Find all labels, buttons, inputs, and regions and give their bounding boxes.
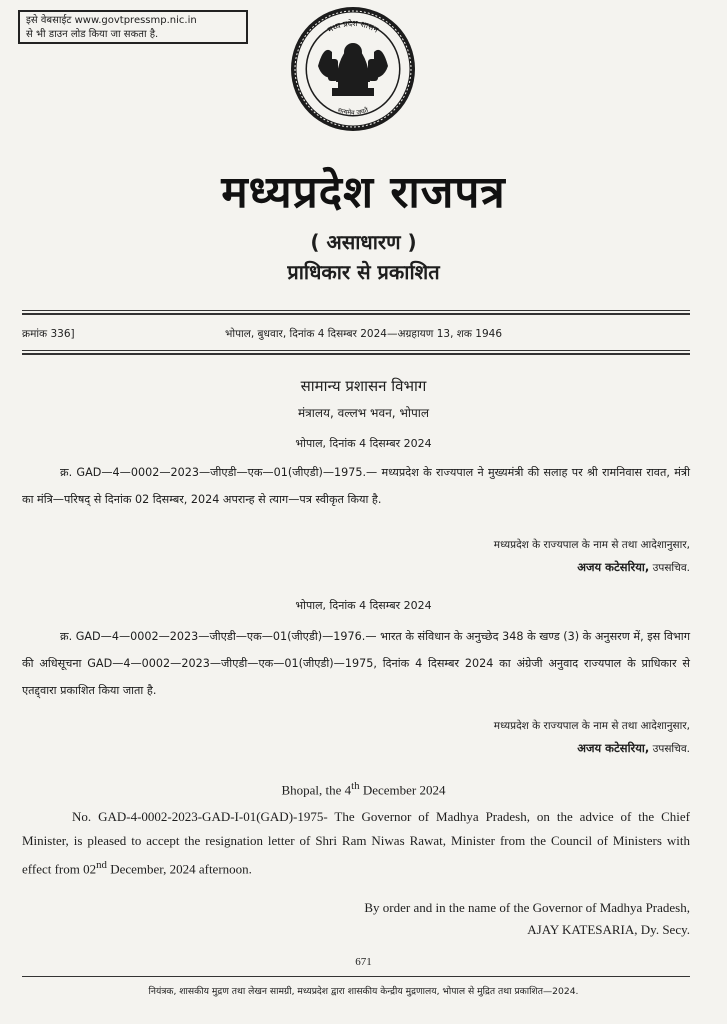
english-paragraph (22, 805, 690, 881)
published-by-authority: प्राधिकार से प्रकाशित (287, 260, 440, 284)
printer-footer: नियंत्रक, शासकीय मुद्रण तथा लेखन सामग्री, मध्यप्रदेश द्वारा शासकीय केन्द्रीय मुद्रणालय, भोपाल से मुद्रित तथा प्रकाशित—2024. (148, 986, 579, 997)
state-emblem-seal (288, 4, 418, 134)
notice2-order-line: मध्यप्रदेश के राज्यपाल के नाम से तथा आदेशानुसार, (493, 720, 690, 732)
notice2-text: क्र. GAD—4—0002—2023—जीएडी—एक—01(जीएडी)—1976.— भारत के संविधान के अनुच्छेद 348 के खण्ड (3) के अनुसरण में, इस विभाग की अधिसूचना GAD—4—0002—2023—जीएडी—एक—01(जीएडी)—1975, दिनांक 4 दिसम्बर 2024 का अंग्रेजी अनुवाद राज्यपाल के प्राधिकार से एतद्द्वारा प्रकाशित किया जाता है. (22, 630, 690, 697)
header-rule-bottom (22, 350, 690, 351)
notice1-signature-block (494, 534, 690, 579)
notice2-signature-block (494, 715, 690, 760)
footer-rule (22, 976, 690, 977)
english-signature-block (364, 897, 690, 941)
website-notice-line1: इसे वेबसाईट www.govtpressmp.nic.in (26, 15, 197, 26)
english-text-sup: nd (96, 859, 107, 871)
notice2-date: भोपाल, दिनांक 4 दिसम्बर 2024 (295, 599, 432, 612)
notice1-text: क्र. GAD—4—0002—2023—जीएडी—एक—01(जीएडी)—1975.— मध्यप्रदेश के राज्यपाल ने मुख्यमंत्री की सलाह पर श्री रामनिवास रावत, मंत्री का मंत्रि—परिषद् से दिनांक 02 दिसम्बर, 2024 अपरान्ह से त्याग—पत्र स्वीकृत किया है. (22, 466, 690, 506)
notice2-paragraph (22, 623, 690, 704)
notice1-signatory-title: उपसचिव. (649, 562, 690, 574)
notice1-signatory-name: अजय कटेसरिया, (577, 560, 650, 574)
notice2-signatory-name: अजय कटेसरिया, (577, 741, 650, 755)
english-order-line: By order and in the name of the Governor of Madhya Pradesh, (364, 900, 690, 915)
english-signatory: AJAY KATESARIA, Dy. Secy. (527, 922, 690, 937)
english-date-suffix: December 2024 (359, 782, 446, 798)
issue-date-line: भोपाल, बुधवार, दिनांक 4 दिसम्बर 2024—अग्रहायण 13, शक 1946 (224, 328, 503, 340)
notice1-date: भोपाल, दिनांक 4 दिसम्बर 2024 (295, 437, 432, 450)
issue-number: क्रमांक 336] (22, 328, 75, 340)
english-date-sup: th (351, 780, 360, 792)
english-date (0, 780, 727, 798)
notice1-order-line: मध्यप्रदेश के राज्यपाल के नाम से तथा आदेशानुसार, (493, 539, 690, 551)
department-name: सामान्य प्रशासन विभाग (300, 377, 427, 395)
emblem-bottom-text: सत्यमेव जयते (336, 105, 370, 117)
header-rule-bottom-double (22, 353, 690, 355)
notice1-paragraph (22, 459, 690, 513)
header-rule-top (22, 310, 690, 311)
extraordinary-subtitle: ( असाधारण ) (310, 230, 417, 254)
english-text-part2: December, 2024 afternoon. (106, 861, 252, 877)
emblem-top-text: मध्य प्रदेश शासन (326, 18, 380, 35)
page-number: 671 (355, 956, 372, 968)
english-text-part1: No. GAD-4-0002-2023-GAD-I-01(GAD)-1975- The Governor of Madhya Pradesh, on the advice of the Chief Minister, is pleased to accept the resignation letter of Shri Ram Niwas Rawat, Minister from the Council of Ministers with effect from 02 (22, 809, 690, 877)
website-notice-line2: से भी डाउन लोड किया जा सकता है. (26, 29, 159, 40)
header-rule-top-double (22, 313, 690, 315)
english-date-prefix: Bhopal, the 4 (281, 782, 352, 798)
notice2-signatory-title: उपसचिव. (649, 743, 690, 755)
gazette-masthead: मध्यप्रदेश राजपत्र (221, 167, 506, 218)
department-address: मंत्रालय, वल्लभ भवन, भोपाल (297, 406, 430, 420)
website-notice-box (18, 10, 248, 44)
